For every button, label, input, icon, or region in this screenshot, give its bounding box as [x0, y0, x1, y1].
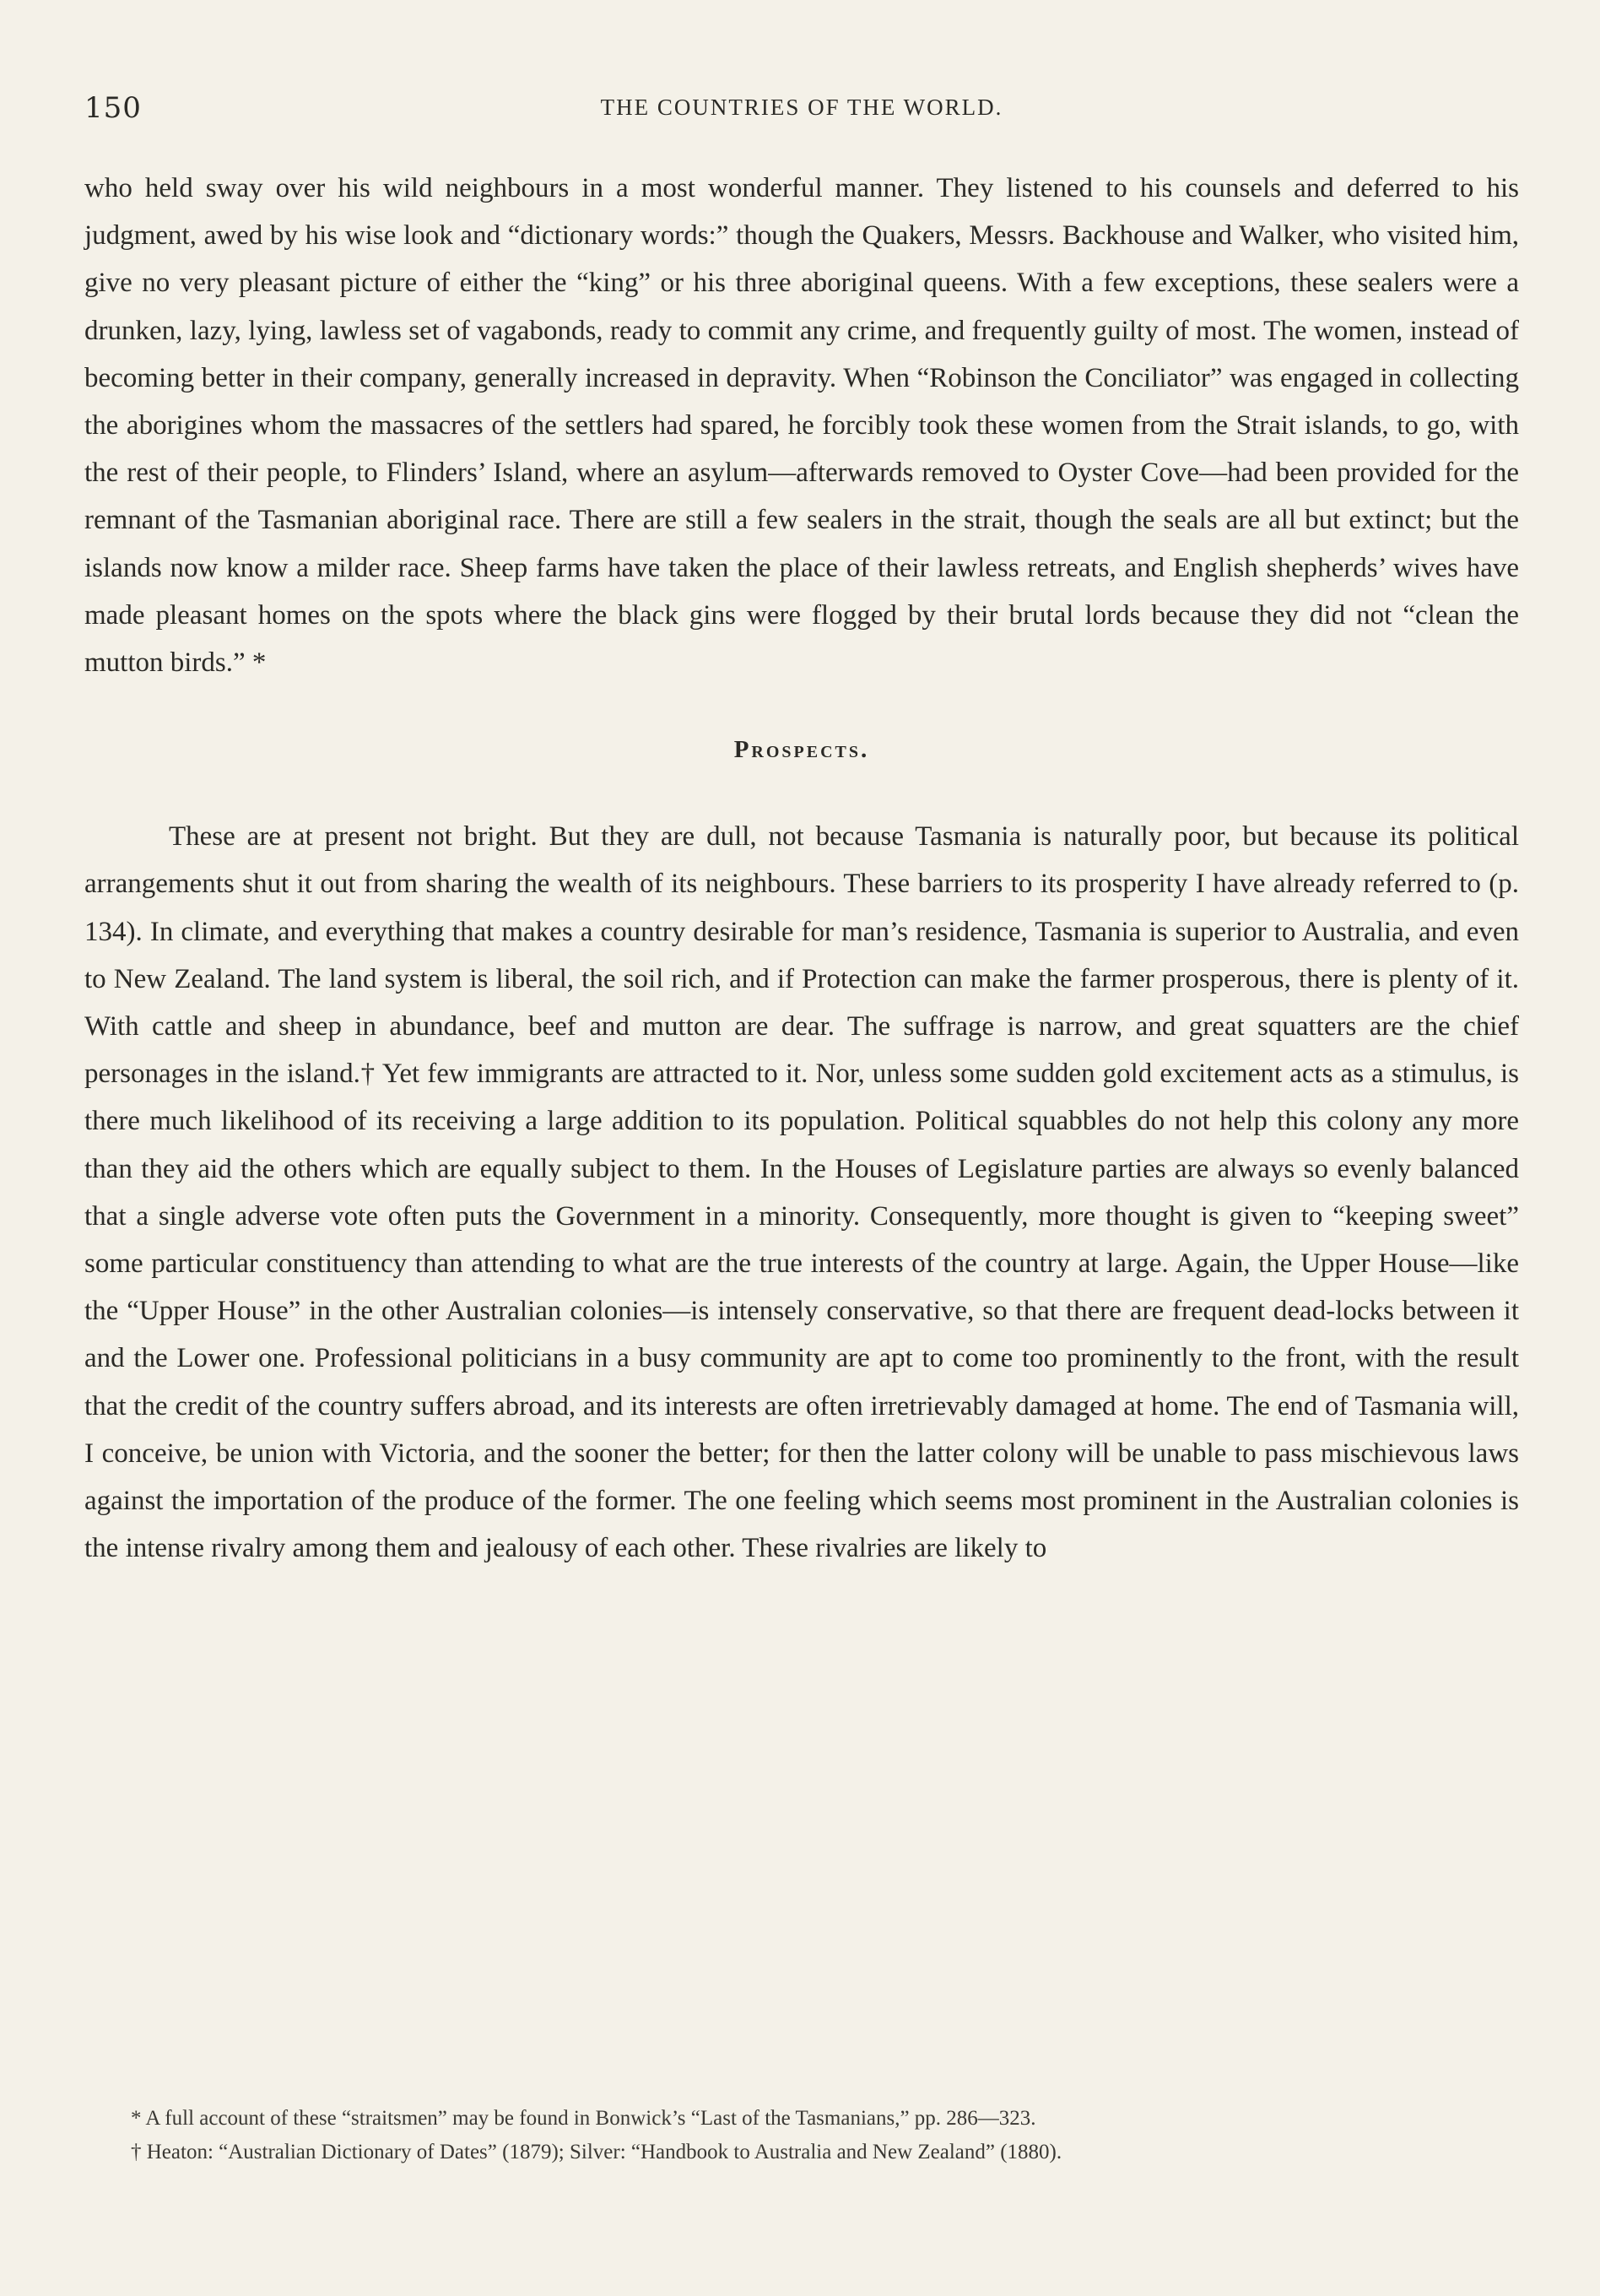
- page-number: 150: [84, 91, 142, 125]
- section-heading-prospects: Prospects.: [733, 736, 870, 764]
- footnote-asterisk: * A full account of these “straitsmen” may be found in Bonwick’s “Last of the Tasmanians,” pp. 286—323.: [131, 2107, 1036, 2130]
- paragraph-prospects: These are at present not bright. But they are dull, not because Tasmania is naturally poor, but because its political arrangements shut it out from sharing the wealth of its neighbours. These barriers to its prosperity I have already referred to (p. 134). In climate, and everything that makes a country desirable for man’s residence, Tasmania is superior to Australia, and even to New Zealand. The land system is liberal, the soil rich, and if Protection can make the farmer prosperous, there is plenty of it. With cattle and sheep in abundance, beef and mutton are dear. The suffrage is narrow, and great squatters are the chief personages in the island.† Yet few immigrants are attracted to it. Nor, unless some sudden gold excitement acts as a stimulus, is there much likelihood of its receiving a large addition to its population. Political squabbles do not help this colony any more than they aid the others which are equally subject to them. In the Houses of Legislature parties are always so evenly balanced that a single adverse vote often puts the Government in a minority. Consequently, more thought is given to “keeping sweet” some particular constituency than attending to what are the true interests of the country at large. Again, the Upper House—like the “Upper House” in the other Australian colonies—is intensely conservative, so that there are frequent dead-locks between it and the Lower one. Professional politicians in a busy community are apt to come too prominently to the front, with the result that the credit of the country suffers abroad, and its interests are often irretrievably damaged at home. The end of Tasmania will, I conceive, be union with Victoria, and the sooner the better; for then the latter colony will be unable to pass mischievous laws against the importation of the produce of the former. The one feeling which seems most prominent in the Australian colonies is the intense rivalry among them and jealousy of each other. These rivalries are likely to: [84, 821, 1519, 1564]
- body-text: [84, 165, 1519, 1572]
- paragraph-sealers: who held sway over his wild neighbours in a most wonderful manner. They listened to his counsels and deferred to his judgment, awed by his wise look and “dictionary words:” though the Quakers, Messrs. Backhouse and Walker, who visited him, give no very pleasant picture of either the “king” or his three aboriginal queens. With a few exceptions, these sealers were a drunken, lazy, lying, lawless set of vagabonds, ready to commit any crime, and frequently guilty of most. The women, instead of becoming better in their company, generally increased in depravity. When “Robinson the Conciliator” was engaged in collecting the aborigines whom the massacres of the settlers had spared, he forcibly took these women from the Strait islands, to go, with the rest of their people, to Flinders’ Island, where an asylum—afterwards removed to Oyster Cove—had been provided for the remnant of the Tasmanian aboriginal race. There are still a few sealers in the strait, though the seals are all but extinct; but the islands now know a milder race. Sheep farms have taken the place of their lawless retreats, and English shepherds’ wives have made pleasant homes on the spots where the black gins were flogged by their brutal lords because they did not “clean the mutton birds.” *: [84, 173, 1519, 679]
- footnote-dagger: † Heaton: “Australian Dictionary of Dates” (1879); Silver: “Handbook to Australia and New Zealand” (1880).: [131, 2141, 1062, 2163]
- page-header: [84, 91, 1519, 128]
- running-head: THE COUNTRIES OF THE WORLD.: [600, 95, 1003, 120]
- footnotes: [131, 2102, 1523, 2169]
